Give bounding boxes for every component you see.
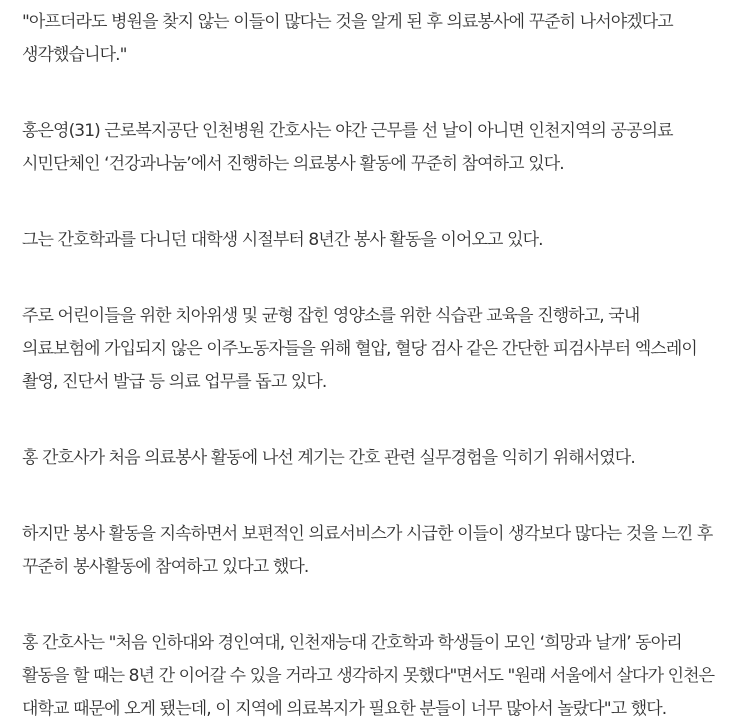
paragraph-quote-intro: "아프더라도 병원을 찾지 않는 이들이 많다는 것을 알게 된 후 의료봉사에 꾸준히 나서야겠다고 생각했습니다.": [22, 12, 673, 65]
paragraph-continuation: 하지만 봉사 활동을 지속하면서 보편적인 의료서비스가 시급한 이들이 생각보다 많다는 것을 느낀 후 꾸준히 봉사활동에 참여하고 있다고 했다.: [22, 524, 713, 577]
paragraph-activities: 주로 어린이들을 위한 치아위생 및 균형 잡힌 영양소를 위한 식습관 교육을 진행하고, 국내 의료보험에 가입되지 않은 이주노동자들을 위해 혈압, 혈당 검사 같은 간단한 피검사부터 엑스레이 촬영, 진단서 발급 등 의료 업무를 돕고 있다.: [22, 306, 697, 392]
paragraph-nurse-introduction: 홍은영(31) 근로복지공단 인천병원 간호사는 야간 근무를 선 날이 아니면 인천지역의 공공의료 시민단체인 ‘건강과나눔’에서 진행하는 의료봉사 활동에 꾸준히 참여하고 있다.: [22, 121, 673, 174]
paragraph-motivation: 홍 간호사가 처음 의료봉사 활동에 나선 계기는 간호 관련 실무경험을 익히기 위해서였다.: [22, 448, 635, 468]
paragraph-closing-quote: 홍 간호사는 "처음 인하대와 경인여대, 인천재능대 간호학과 학생들이 모인 ‘희망과 날개’ 동아리 활동을 할 때는 8년 간 이어갈 수 있을 거라고 생각하지 못했다"면서도 "원래 서울에서 살다가 인천은 대학교 때문에 오게 됐는데, 이 지역에 의료복지가 필요한 분들이 너무 많아서 놀랐다"고 했다.: [22, 633, 715, 719]
paragraph-volunteer-years: 그는 간호학과를 다니던 대학생 시절부터 8년간 봉사 활동을 이어오고 있다.: [22, 230, 543, 250]
